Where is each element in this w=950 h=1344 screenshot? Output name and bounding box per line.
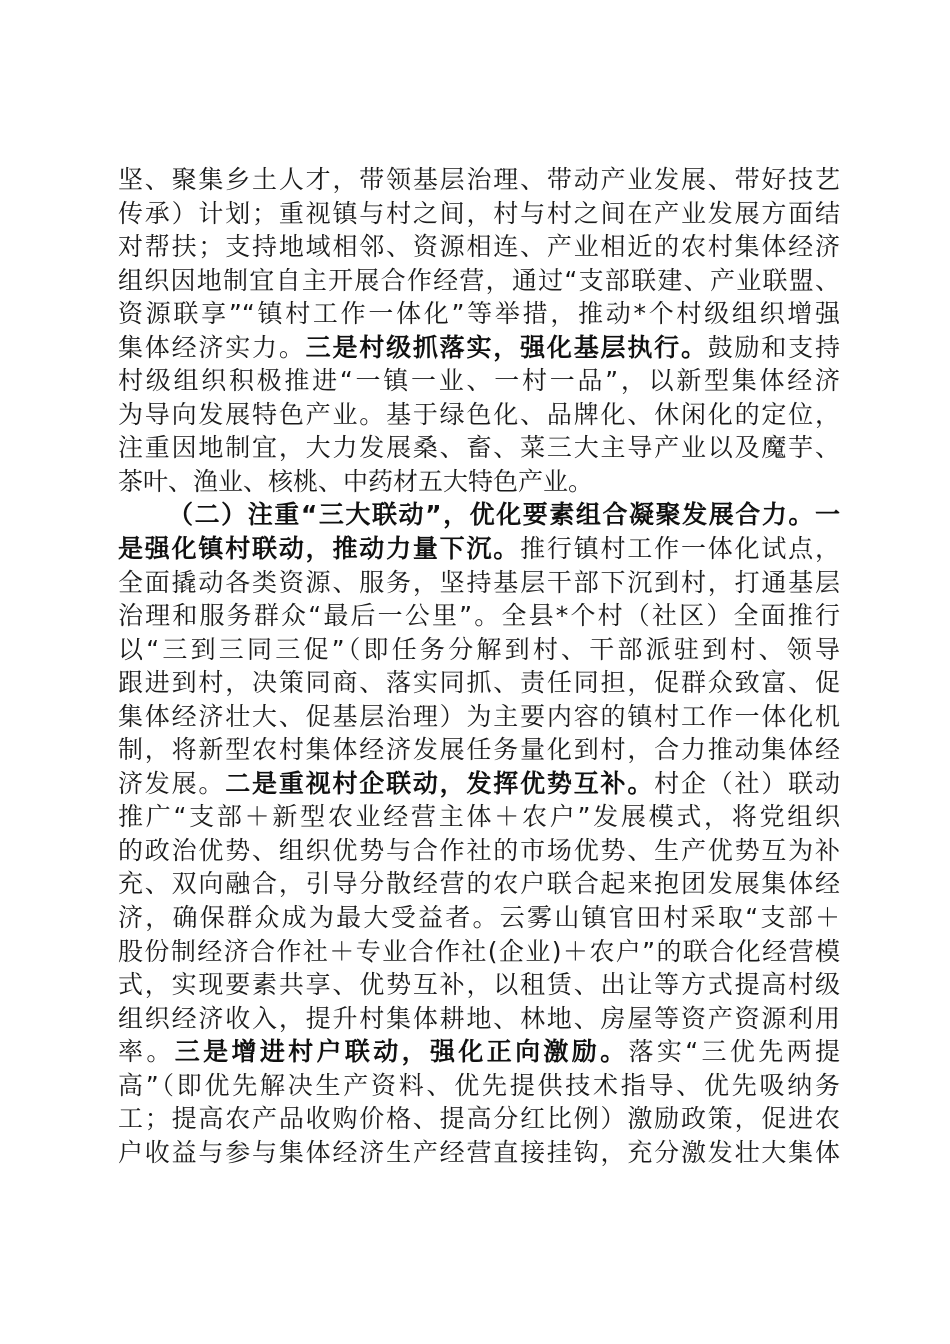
text-line [118, 666, 840, 700]
text-line [118, 767, 840, 801]
body-text: 制，将新型农村集体经济发展任务量化到村，合力推动集体经 [118, 735, 840, 765]
body-text: 资源联享”“镇村工作一体化”等举措，推动*个村级组织增强 [118, 299, 840, 329]
body-text: 传承）计划；重视镇与村之间，村与村之间在产业发展方面结 [118, 198, 840, 228]
body-text: 推行镇村工作一体化试点， [520, 534, 840, 564]
text-line [118, 364, 840, 398]
text-line [118, 465, 840, 499]
body-text: 组织经济收入，提升村集体耕地、林地、房屋等资产资源利用 [118, 1003, 840, 1033]
text-line [118, 398, 840, 432]
body-text: 落实“三优先两提 [628, 1037, 840, 1067]
text-line [118, 834, 840, 868]
text-line [118, 498, 840, 532]
text-line [118, 431, 840, 465]
body-text: 股份制经济合作社＋专业合作社(企业)＋农户”的联合化经营模 [118, 936, 840, 966]
text-line [118, 163, 840, 197]
body-text: 全面撬动各类资源、服务，坚持基层干部下沉到村，打通基层 [118, 567, 840, 597]
bold-heading-text: （二）注重“三大联动”，优化要素组合凝聚发展合力。一 [168, 500, 840, 530]
body-text: 村企（社）联动 [654, 768, 840, 798]
body-text: 跟进到村，决策同商、落实同抓、责任同担，促群众致富、促 [118, 668, 840, 698]
text-line [118, 566, 840, 600]
text-line [118, 968, 840, 1002]
body-text: 工；提高农产品收购价格、提高分红比例）激励政策，促进农 [118, 1104, 840, 1134]
bold-heading-text: 二是重视村企联动，发挥优势互补。 [225, 768, 655, 798]
body-text: 以“三到三同三促”（即任务分解到村、干部派驻到村、领导 [118, 634, 840, 664]
text-line [118, 264, 840, 298]
body-text: 集体经济壮大、促基层治理）为主要内容的镇村工作一体化机 [118, 701, 840, 731]
bold-heading-text: 是强化镇村联动，推动力量下沉。 [118, 534, 521, 564]
text-line [118, 599, 840, 633]
bold-heading-text: 三是村级抓落实，强化基层执行。 [305, 332, 708, 362]
body-text: 为导向发展特色产业。基于绿色化、品牌化、休闲化的定位， [118, 399, 840, 429]
text-line [118, 532, 840, 566]
text-line [118, 197, 840, 231]
text-line [118, 297, 840, 331]
body-text: 对帮扶；支持地域相邻、资源相连、产业相近的农村集体经济 [118, 232, 840, 262]
body-text: 集体经济实力。 [118, 332, 306, 362]
text-line [118, 1069, 840, 1103]
text-line [118, 935, 840, 969]
text-line [118, 867, 840, 901]
paragraph [118, 163, 840, 498]
text-line [118, 733, 840, 767]
text-line [118, 800, 840, 834]
document-body [118, 163, 840, 1169]
paragraph [118, 498, 840, 1169]
body-text: 的政治优势、组织优势与合作社的市场优势、生产优势互为补 [118, 835, 840, 865]
text-line [118, 230, 840, 264]
text-line [118, 700, 840, 734]
body-text: 济，确保群众成为最大受益者。云雾山镇官田村采取“支部＋ [118, 903, 840, 933]
body-text: 坚、聚集乡土人才，带领基层治理、带动产业发展、带好技艺 [118, 165, 840, 194]
body-text: 户收益与参与集体经济生产经营直接挂钩，充分激发壮大集体 [118, 1137, 840, 1167]
body-text: 鼓励和支持 [707, 332, 840, 362]
body-text: 高”（即优先解决生产资料、优先提供技术指导、优先吸纳务 [118, 1070, 840, 1100]
bold-heading-text: 三是增进村户联动，强化正向激励。 [174, 1037, 629, 1067]
body-text: 推广“支部＋新型农业经营主体＋农户”发展模式，将党组织 [118, 802, 840, 832]
text-line [118, 901, 840, 935]
body-text: 率。 [118, 1037, 175, 1067]
body-text: 充、双向融合，引导分散经营的农户联合起来抱团发展集体经 [118, 869, 840, 899]
text-line [118, 1035, 840, 1069]
body-text: 注重因地制宜，大力发展桑、畜、菜三大主导产业以及魔芋、 [118, 433, 840, 463]
text-line [118, 633, 840, 667]
body-text: 济发展。 [118, 768, 226, 798]
body-text: 村级组织积极推进“一镇一业、一村一品”，以新型集体经济 [118, 366, 840, 396]
body-text: 式，实现要素共享、优势互补，以租赁、出让等方式提高村级 [118, 970, 840, 1000]
body-text: 治理和服务群众“最后一公里”。全县*个村（社区）全面推行 [118, 601, 840, 631]
text-line [118, 1102, 840, 1136]
text-line [118, 1136, 840, 1170]
text-line [118, 1002, 840, 1036]
body-text: 组织因地制宜自主开展合作经营，通过“支部联建、产业联盟、 [118, 265, 840, 295]
body-text: 茶叶、渔业、核桃、中药材五大特色产业。 [118, 466, 594, 496]
text-line [118, 331, 840, 365]
